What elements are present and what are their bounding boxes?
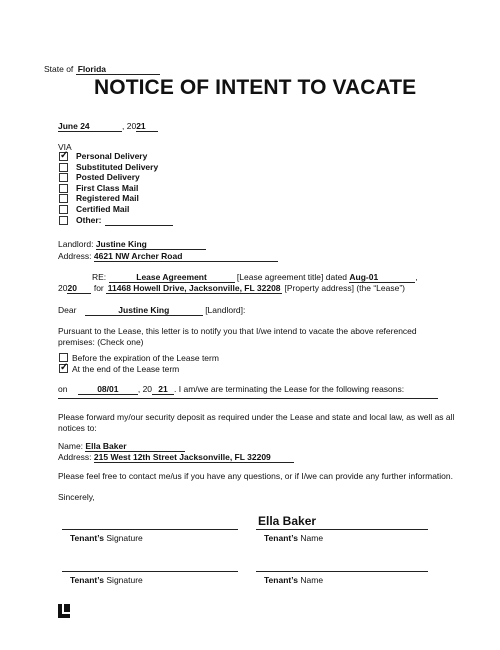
document-title: NOTICE OF INTENT TO VACATE bbox=[94, 76, 417, 99]
via-option-label: First Class Mail bbox=[76, 182, 139, 193]
via-option-label: Posted Delivery bbox=[76, 172, 140, 183]
tenant-name-line bbox=[58, 441, 185, 452]
landlord-name-line bbox=[58, 239, 206, 250]
via-option-label: Certified Mail bbox=[76, 204, 130, 214]
lease-title-note: [Lease agreement title] dated bbox=[236, 272, 348, 282]
tenant-address-label: Address: bbox=[58, 452, 92, 462]
property-address-field[interactable]: 11468 Howell Drive, Jacksonville, FL 32208 bbox=[107, 283, 281, 293]
forward-line-1: Please forward my/our security deposit as required under the Lease and state and local law, as well as all bbox=[58, 412, 455, 422]
tenant-2-signature-label bbox=[70, 575, 143, 585]
landlord-address-field[interactable]: 4621 NW Archer Road bbox=[94, 251, 278, 262]
tenant-1-signature-label-suffix: Signature bbox=[106, 533, 143, 543]
tenant-1-signature-label-prefix: Tenant’s bbox=[70, 533, 105, 543]
dear-note: [Landlord]: bbox=[205, 305, 246, 315]
via-option-label: Other: bbox=[76, 214, 102, 225]
tenant-2-signature-label-prefix: Tenant’s bbox=[70, 575, 105, 585]
dear-line bbox=[58, 305, 245, 316]
via-option-checkbox[interactable] bbox=[59, 152, 68, 161]
on-year-prefix: , 20 bbox=[137, 384, 153, 394]
option-end-checkbox[interactable] bbox=[59, 364, 68, 373]
tenant-2-signature-label-suffix: Signature bbox=[106, 575, 143, 585]
sincerely-text: Sincerely, bbox=[58, 492, 95, 502]
landlord-name-label: Landlord: bbox=[58, 239, 94, 249]
state-label: State of bbox=[44, 64, 74, 74]
tenant-name-field[interactable]: Ella Baker bbox=[85, 441, 185, 452]
tenant-1-signature-line[interactable] bbox=[62, 529, 238, 530]
tenant-1-signature-label bbox=[70, 533, 143, 543]
brand-logo-icon bbox=[58, 604, 70, 618]
via-option-label: Personal Delivery bbox=[76, 151, 148, 161]
tenant-2-name-label-suffix: Name bbox=[300, 575, 324, 585]
tenant-1-name-value[interactable]: Ella Baker bbox=[258, 514, 317, 528]
date-year-field[interactable]: 21 bbox=[136, 121, 158, 132]
date-month-day-field[interactable]: June 24 bbox=[58, 121, 122, 132]
via-option-checkbox[interactable] bbox=[59, 184, 68, 193]
pursuant-line-1: Pursuant to the Lease, this letter is to notify you that I/we intend to vacate the above referenced bbox=[58, 326, 417, 336]
checkmark-icon: ✓ bbox=[60, 362, 69, 373]
pursuant-line-2: premises: (Check one) bbox=[58, 337, 144, 347]
tenant-2-signature-line[interactable] bbox=[62, 571, 238, 572]
via-option-checkbox[interactable] bbox=[59, 205, 68, 214]
via-option-checkbox[interactable] bbox=[59, 163, 68, 172]
option-before-checkbox[interactable] bbox=[59, 353, 68, 362]
tenant-2-name-line[interactable] bbox=[256, 571, 428, 572]
on-date-line bbox=[58, 384, 404, 395]
on-label: on bbox=[58, 384, 68, 394]
tenant-1-name-label bbox=[264, 533, 323, 543]
option-before-label: Before the expiration of the Lease term bbox=[72, 353, 219, 363]
tenant-1-name-label-prefix: Tenant’s bbox=[264, 533, 299, 543]
via-label: VIA bbox=[58, 142, 72, 152]
re-line bbox=[92, 272, 418, 283]
via-option-checkbox[interactable] bbox=[59, 216, 68, 225]
via-option-checkbox[interactable] bbox=[59, 194, 68, 203]
re-comma: , bbox=[415, 272, 418, 282]
tenant-2-name-label bbox=[264, 575, 323, 585]
via-option-label: Substituted Delivery bbox=[76, 161, 159, 172]
via-option-checkbox[interactable] bbox=[59, 173, 68, 182]
option-end-label: At the end of the Lease term bbox=[72, 364, 180, 374]
dear-label: Dear bbox=[58, 305, 77, 315]
tenant-address-field[interactable]: 215 West 12th Street Jacksonville, FL 32209 bbox=[94, 452, 294, 463]
landlord-address-line bbox=[58, 251, 278, 262]
on-year-field[interactable]: 21 bbox=[152, 384, 174, 395]
re-label: RE: bbox=[92, 272, 107, 282]
via-other-field-line[interactable] bbox=[105, 225, 173, 226]
on-date-field[interactable]: 08/01 bbox=[78, 384, 138, 395]
on-reasons-text: . I am/we are terminating the Lease for the following reasons: bbox=[174, 384, 405, 394]
state-line bbox=[44, 64, 160, 75]
lease-year-field[interactable]: 20 bbox=[67, 283, 91, 294]
tenant-1-name-line bbox=[256, 529, 428, 530]
lease-dated-field[interactable]: Aug-01 bbox=[349, 272, 415, 283]
for-label: for bbox=[93, 283, 104, 293]
landlord-name-field[interactable]: Justine King bbox=[96, 239, 206, 250]
date-year-prefix: , 20 bbox=[122, 121, 137, 131]
tenant-address-line bbox=[58, 452, 294, 463]
tenant-1-name-label-suffix: Name bbox=[300, 533, 324, 543]
lease-year-prefix: 20 bbox=[58, 283, 68, 293]
property-address-note: [Property address] (the “Lease”) bbox=[284, 283, 405, 293]
re-line-2 bbox=[58, 283, 405, 294]
forward-line-2: notices to: bbox=[58, 423, 97, 433]
dear-landlord-field[interactable]: Justine King bbox=[85, 305, 203, 316]
state-field[interactable]: Florida bbox=[76, 64, 160, 75]
reasons-field-line[interactable] bbox=[58, 398, 438, 399]
checkmark-icon: ✓ bbox=[60, 150, 69, 161]
landlord-address-label: Address: bbox=[58, 251, 92, 261]
contact-text: Please feel free to contact me/us if you have any questions, or if I/we can provide any further information. bbox=[58, 471, 453, 481]
date-line bbox=[58, 121, 158, 132]
tenant-2-name-label-prefix: Tenant’s bbox=[264, 575, 299, 585]
tenant-name-label: Name: bbox=[58, 441, 84, 451]
via-option-label: Registered Mail bbox=[76, 193, 139, 204]
lease-title-field[interactable]: Lease Agreement bbox=[109, 272, 235, 283]
